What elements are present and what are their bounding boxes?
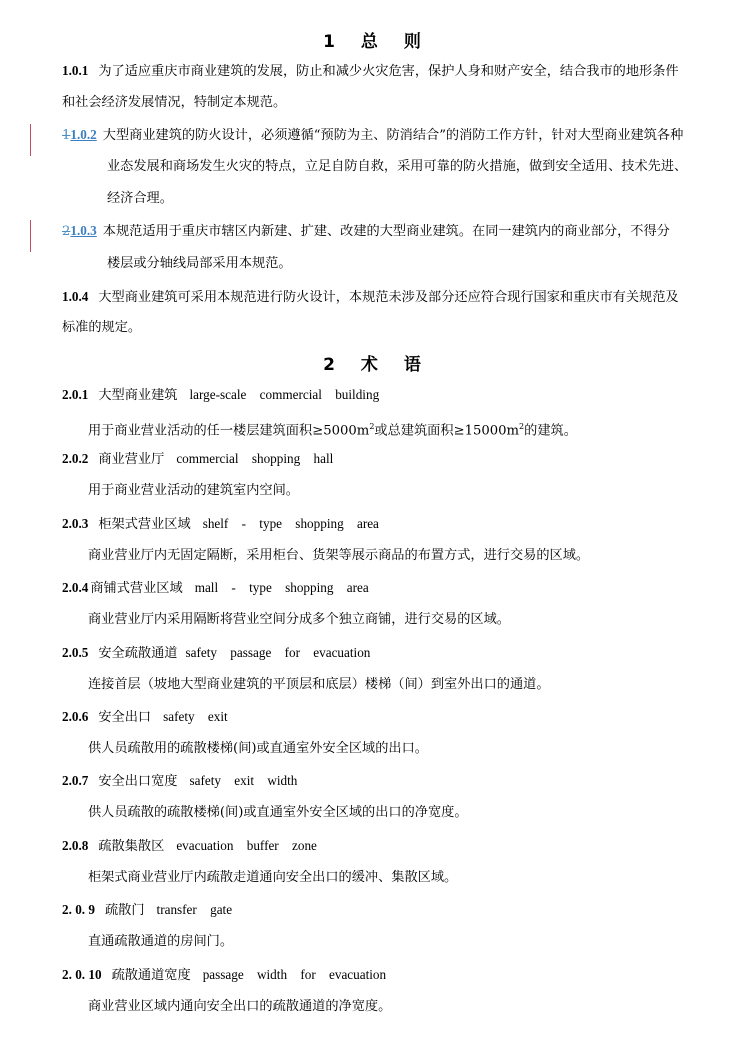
term-entry <box>62 386 379 405</box>
term-definition: 商业营业区域内通向安全出口的疏散通道的净宽度。 <box>88 999 392 1014</box>
chapter-title-char: 总 <box>360 32 378 52</box>
chapter-number: 2 <box>323 355 335 375</box>
term-definition: 直通疏散通道的房间门。 <box>88 934 234 949</box>
clause-number: 1.0.1 <box>62 63 89 78</box>
term-entry <box>62 450 333 469</box>
chapter-title-char: 术 <box>360 355 378 375</box>
clause-1-0-4 <box>62 288 679 307</box>
term-entry <box>62 837 317 856</box>
term-entry <box>62 772 297 791</box>
revision-bar <box>30 220 31 252</box>
term-definition: 柜架式商业营业厅内疏散走道通向安全出口的缓冲、集散区域。 <box>88 870 458 885</box>
term-chinese: 商业营业厅 <box>98 452 165 467</box>
chapter-title-char: 则 <box>403 32 421 52</box>
term-entry <box>62 515 379 534</box>
term-number: 2.0.2 <box>62 451 89 466</box>
term-number: 2.0.4 <box>62 580 89 595</box>
term-definition: 商业营业厅内采用隔断将营业空间分成多个独立商铺，进行交易的区域。 <box>88 612 510 627</box>
deleted-number: 1 <box>62 128 71 143</box>
term-english: large-scale commercial building <box>189 387 380 402</box>
term-definition: 连接首层（坡地大型商业建筑的平顶层和底层）楼梯（间）到室外出口的通道。 <box>88 677 550 692</box>
chapter-number: 1 <box>323 32 335 52</box>
term-chinese: 安全疏散通道 <box>98 646 178 661</box>
term-english: mall - type shopping area <box>194 580 369 595</box>
term-english: evacuation buffer zone <box>176 838 317 853</box>
clause-continuation: 和社会经济发展情况，特制定本规范。 <box>62 95 287 110</box>
term-chinese: 疏散门 <box>104 903 145 918</box>
term-entry <box>62 644 370 663</box>
clause-continuation: 经济合理。 <box>107 191 173 206</box>
term-number: 2.0.1 <box>62 387 89 402</box>
chapter-1-heading <box>0 27 744 52</box>
definition-text: 的建筑。 <box>524 423 577 439</box>
term-entry <box>62 579 369 598</box>
definition-text: 用于商业营业活动的任一楼层建筑面积≥5000m <box>88 423 370 439</box>
deleted-number: 2 <box>62 224 71 239</box>
term-number: 2.0.7 <box>62 773 89 788</box>
term-definition: 供人员疏散的疏散楼梯(间)或直通室外安全区域的出口的净宽度。 <box>88 805 468 820</box>
clause-text: 本规范适用于重庆市辖区内新建、扩建、改建的大型商业建筑。在同一建筑内的商业部分，不得分 <box>102 224 670 239</box>
term-number: 2.0.3 <box>62 516 89 531</box>
clause-text: 为了适应重庆市商业建筑的发展，防止和减少火灾危害，保护人身和财产安全，结合我市的地形条件 <box>98 64 679 79</box>
term-number: 2.0.5 <box>62 645 89 660</box>
term-chinese: 大型商业建筑 <box>98 388 178 403</box>
term-english: transfer gate <box>156 902 233 917</box>
term-chinese: 疏散通道宽度 <box>111 968 191 983</box>
clause-continuation: 业态发展和商场发生火灾的特点，立足自防自救，采用可靠的防火措施，做到安全适用、技术先进、 <box>107 159 688 174</box>
term-number: 2. 0. 10 <box>62 967 102 982</box>
superscript: 2 <box>369 422 375 431</box>
definition-text: 或总建筑面积≥15000m <box>374 423 520 439</box>
term-chinese: 商铺式营业区域 <box>90 581 183 596</box>
term-chinese: 柜架式营业区域 <box>98 517 191 532</box>
term-chinese: 安全出口 <box>98 710 152 725</box>
clause-1-0-2 <box>62 126 683 145</box>
term-english: commercial shopping hall <box>176 451 334 466</box>
inserted-number: 1.0.2 <box>70 127 97 142</box>
term-number: 2.0.6 <box>62 709 89 724</box>
clause-1-0-1 <box>62 62 679 81</box>
term-number: 2.0.8 <box>62 838 89 853</box>
clause-continuation: 楼层或分轴线局部采用本规范。 <box>107 256 292 271</box>
term-english: safety exit <box>163 709 228 724</box>
revision-bar <box>30 124 31 156</box>
term-entry <box>62 708 228 727</box>
term-entry <box>62 901 232 920</box>
clause-1-0-3 <box>62 222 670 241</box>
term-english: safety exit width <box>189 773 298 788</box>
term-definition: 用于商业营业活动的建筑室内空间。 <box>88 483 299 498</box>
chapter-2-heading <box>0 350 744 375</box>
term-definition <box>88 418 577 440</box>
term-english: shelf - type shopping area <box>202 516 379 531</box>
inserted-number: 1.0.3 <box>70 223 97 238</box>
clause-text: 大型商业建筑可采用本规范进行防火设计，本规范未涉及部分还应符合现行国家和重庆市有关规范及 <box>98 290 679 305</box>
term-definition: 供人员疏散用的疏散楼梯(间)或直通室外安全区域的出口。 <box>88 741 428 756</box>
term-entry <box>62 966 386 985</box>
term-chinese: 安全出口宽度 <box>98 774 178 789</box>
superscript: 2 <box>519 422 525 431</box>
clause-continuation: 标准的规定。 <box>62 320 142 335</box>
term-number: 2. 0. 9 <box>62 902 95 917</box>
clause-number: 1.0.4 <box>62 289 89 304</box>
term-english: passage width for evacuation <box>202 967 387 982</box>
term-chinese: 疏散集散区 <box>98 839 165 854</box>
term-definition: 商业营业厅内无固定隔断，采用柜台、货架等展示商品的布置方式，进行交易的区域。 <box>88 548 590 563</box>
clause-text: 大型商业建筑的防火设计，必须遵循“预防为主、防消结合”的消防工作方针，针对大型商业建筑各种 <box>102 128 684 143</box>
chapter-title-char: 语 <box>403 355 421 375</box>
term-english: safety passage for evacuation <box>185 645 371 660</box>
